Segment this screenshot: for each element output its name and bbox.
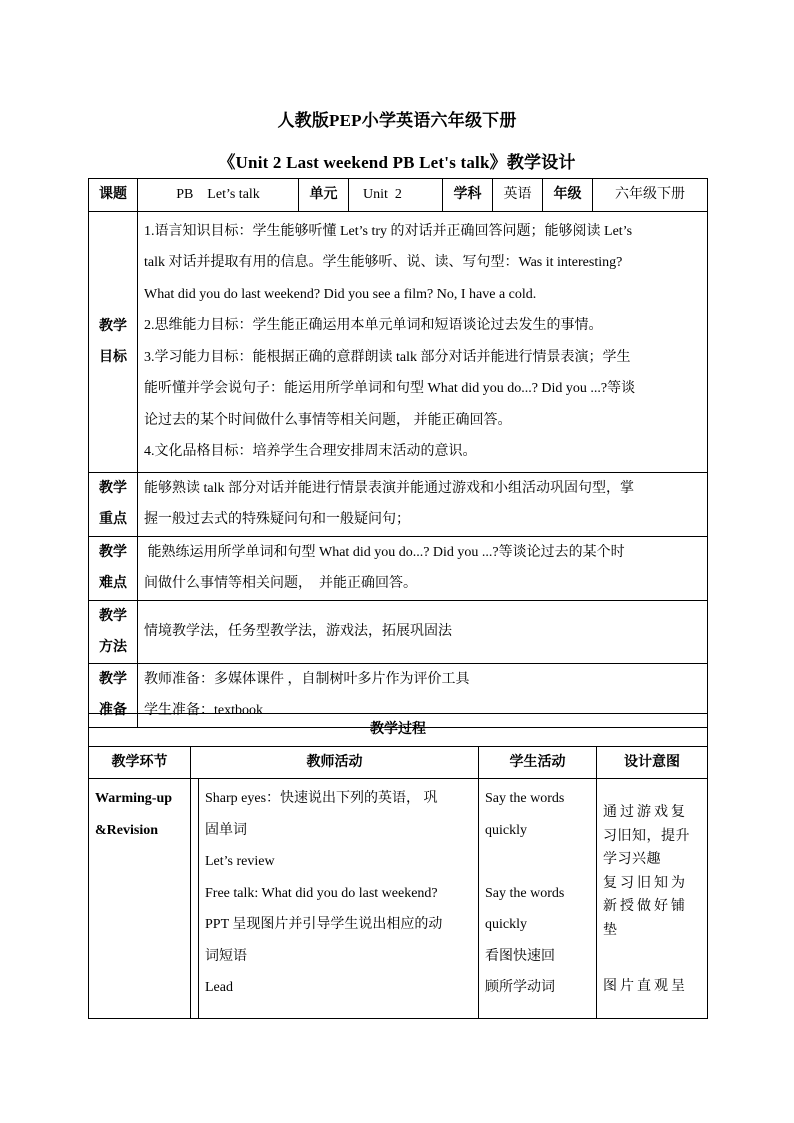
methods-content: 情境教学法，任务型教学法，游戏法，拓展巩固法	[138, 600, 708, 663]
unit-value: Unit 2	[349, 179, 443, 212]
difficulties-content: 能熟练运用所学单词和句型 What did you do...? Did you ...?等谈论过去的某个时 间做什么事情等相关问题， 并能正确回答。	[138, 536, 708, 600]
stage-cell: Warming-up &Revision	[89, 779, 191, 1019]
prep-label: 教学 准备	[89, 663, 138, 727]
header-student-activity: 学生活动	[479, 746, 597, 779]
grade-label: 年级	[543, 179, 593, 212]
teacher-activity-cell: Sharp eyes：快速说出下列的英语， 巩 固单词 Let’s review Free talk: What did you do last weekend? PPT 呈现图片并引导学生说出相应的动 词短语 Lead	[199, 779, 479, 1019]
process-row-warming-up	[89, 779, 708, 1019]
subject-label: 学科	[443, 179, 493, 212]
key-points-content: 能够熟读 talk 部分对话并能进行情景表演并能通过游戏和小组活动巩固句型，掌 握一般过去式的特殊疑问句和一般疑问句；	[138, 472, 708, 536]
subject-value: 英语	[493, 179, 543, 212]
lesson-info-table	[88, 178, 708, 728]
design-intent-cell: 通过游戏复 习旧知，提升 学习兴趣 复习旧知为 新授做好铺 垫 图片直观呈	[597, 779, 708, 1019]
goals-row	[89, 211, 708, 472]
methods-row	[89, 600, 708, 663]
header-design-intent: 设计意图	[597, 746, 708, 779]
document-subtitle: 《Unit 2 Last weekend PB Let's talk》教学设计	[218, 153, 576, 172]
process-title-row	[89, 714, 708, 747]
header-stage: 教学环节	[89, 746, 191, 779]
process-title: 教学过程	[89, 714, 708, 747]
grade-value: 六年级下册	[593, 179, 708, 212]
key-points-label: 教学 重点	[89, 472, 138, 536]
difficulties-row	[89, 536, 708, 600]
process-table	[88, 713, 708, 1019]
spacer-cell	[191, 779, 199, 1019]
info-row	[89, 179, 708, 212]
process-header-row	[89, 746, 708, 779]
topic-label: 课题	[89, 179, 138, 212]
unit-label: 单元	[299, 179, 349, 212]
topic-value: PB Let’s talk	[138, 179, 299, 212]
student-activity-cell: Say the words quickly Say the words quickly 看图快速回 顾所学动词	[479, 779, 597, 1019]
document-title: 人教版PEP小学英语六年级下册	[277, 111, 517, 130]
methods-label: 教学 方法	[89, 600, 138, 663]
goals-label: 教学 目标	[89, 211, 138, 472]
goals-content: 1.语言知识目标：学生能够听懂 Let’s try 的对话并正确回答问题；能够阅读 Let’s talk 对话并提取有用的信息。学生能够听、说、读、写句型：Was it interesting? What did you do last weekend? Did you see a film? No, I have a cold. 2.思维能力目标：学生能正确运用本单元单词和短语谈论过去发生的事情。 3.学习能力目标：能根据正确的意群朗读 talk 部分对话并能进行情景表演；学生 能听懂并学会说句子：能运用所学单词和句型 What did you do...? Did you ...?等谈 论过去的某个时间做什么事情等相关问题， 并能正确回答。 4.文化品格目标：培养学生合理安排周末活动的意识。	[138, 211, 708, 472]
key-points-row	[89, 472, 708, 536]
prep-content: 教师准备：多媒体课件 ，自制树叶多片作为评价工具 学生准备：textbook	[138, 663, 708, 727]
difficulties-label: 教学 难点	[89, 536, 138, 600]
header-teacher-activity: 教师活动	[191, 746, 479, 779]
